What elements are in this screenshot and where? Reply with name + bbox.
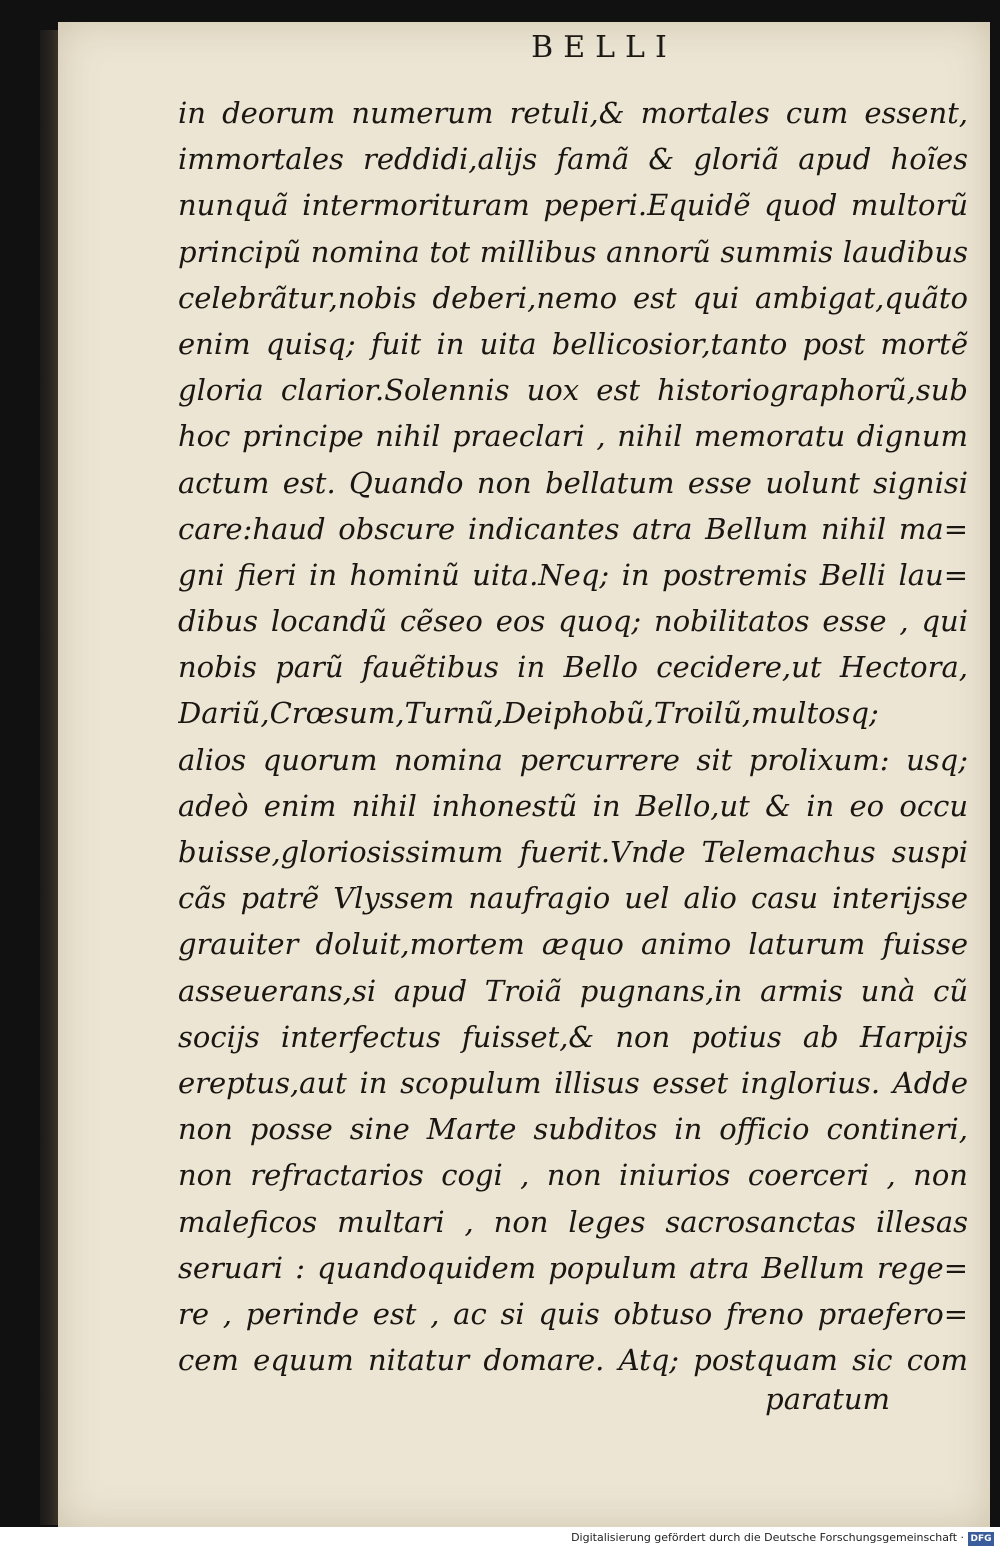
text-line: ereptus,aut in scopulum illisus esset inglorius. Adde	[178, 1065, 968, 1100]
text-line: in deorum numerum retuli,& mortales cum essent,	[178, 96, 968, 130]
footer-bar	[0, 1527, 1000, 1552]
dfg-logo: DFG	[968, 1532, 994, 1546]
text-line: immortales reddidi,alijs famã & gloriã apud hoĩes	[178, 142, 968, 177]
text-line: gloria clarior.Solennis uox est historiographorũ,sub	[178, 373, 968, 408]
text-line: nunquã intermorituram peperi.Equidẽ quod multorũ	[178, 188, 968, 223]
text-line: alios quorum nomina percurrere sit prolixum: usq;	[178, 742, 968, 777]
text-line: gni fieri in hominũ uita.Neq; in postremis Belli lau=	[178, 557, 968, 592]
text-line: non refractarios cogi , non iniurios coerceri , non	[178, 1158, 968, 1193]
catchword: paratum	[765, 1382, 890, 1416]
text-line: enim quisq; fuit in uita bellicosior,tanto post mortẽ	[178, 326, 968, 361]
text-line: non posse sine Marte subditos in officio contineri,	[178, 1112, 968, 1147]
text-line: celebrãtur,nobis deberi,nemo est qui ambigat,quãto	[178, 280, 968, 315]
book-spine-edge	[40, 30, 58, 1525]
text-line: hoc principe nihil praeclari , nihil memoratu dignum	[178, 419, 968, 454]
text-line: socijs interfectus fuisset,& non potius ab Harpijs	[178, 1019, 968, 1054]
text-line: actum est. Quando non bellatum esse uolunt signisi	[178, 465, 968, 500]
text-line: cem equum nitatur domare. Atq; postquam sic com	[178, 1343, 968, 1378]
text-line: seruari : quandoquidem populum atra Bellum rege=	[178, 1250, 968, 1285]
text-line: adeò enim nihil inhonestũ in Bello,ut & in eo occu	[178, 788, 968, 823]
running-head: BELLI	[531, 30, 677, 65]
text-line: re , perinde est , ac si quis obtuso freno praefero=	[178, 1296, 968, 1331]
text-line: dibus locandũ cẽseo eos quoq; nobilitatos esse , qui	[178, 604, 968, 639]
text-line: maleficos multari , non leges sacrosanctas illesas	[178, 1204, 968, 1239]
text-line: buisse,gloriosissimum fuerit.Vnde Telemachus suspi	[178, 835, 968, 869]
text-line: asseuerans,si apud Troiã pugnans,in armis unà cũ	[178, 973, 968, 1008]
text-line: cãs patrẽ Vlyssem naufragio uel alio casu interijsse	[178, 881, 968, 916]
text-line: care:haud obscure indicantes atra Bellum nihil ma=	[178, 511, 968, 546]
text-line: nobis parũ fauẽtibus in Bello cecidere,ut Hectora,	[178, 650, 968, 685]
book-page	[58, 22, 990, 1527]
text-line: grauiter doluit,mortem æquo animo laturum fuisse	[178, 927, 968, 962]
funding-credit: Digitalisierung gefördert durch die Deutsche Forschungsgemeinschaft ·	[571, 1531, 964, 1544]
text-line: Dariũ,Crœsum,Turnũ,Deiphobũ,Troilũ,multosq;	[178, 696, 879, 731]
text-line: principũ nomina tot millibus annorũ summis laudibus	[178, 234, 968, 269]
body-text	[178, 90, 968, 1383]
